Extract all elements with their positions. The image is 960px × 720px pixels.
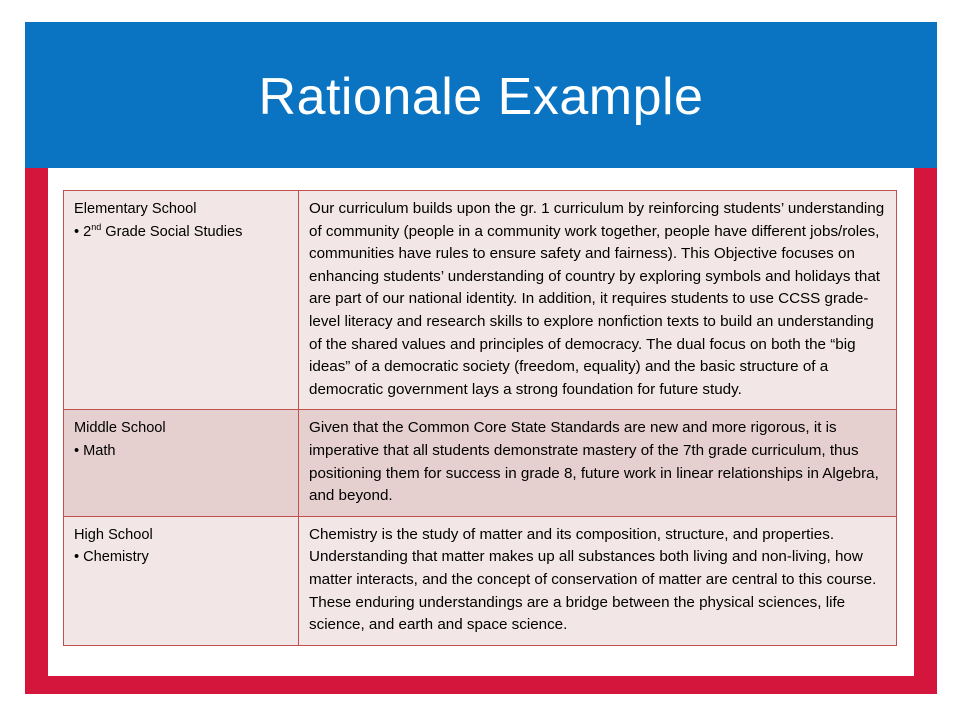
subject-superscript: nd (91, 221, 102, 232)
rationale-text: Given that the Common Core State Standards are new and more rigorous, it is imperative that all students demonstrate mastery of the 7th grade curriculum, thus positioning them for success in grade 8, future work in linear relationships in Algebra, and beyond. (299, 410, 897, 516)
slide-title: Rationale Example (258, 68, 704, 126)
school-level: High School (74, 526, 153, 543)
bullet-icon: • (74, 223, 80, 240)
school-level: Middle School (74, 420, 166, 437)
bullet-icon: • (74, 442, 80, 459)
title-bar (25, 22, 937, 168)
subject-prefix: 2 (83, 223, 92, 240)
rationale-text: Chemistry is the study of matter and its composition, structure, and properties. Understanding that matter makes up all substances both living and non-living, how matter interacts, and the concept of conservation of matter are central to this course. These enduring understandings are a bridge between the physical sciences, life science, and earth and space science. (299, 516, 897, 645)
bullet-icon: • (74, 549, 80, 566)
subject-bullet (74, 546, 288, 569)
school-label-cell (64, 516, 299, 645)
table-row (64, 191, 897, 410)
subject-name: Math (83, 442, 116, 459)
table-row (64, 410, 897, 516)
subject-name: Chemistry (83, 549, 149, 566)
subject-bullet (74, 221, 288, 244)
school-label-cell (64, 191, 299, 410)
content-area (48, 168, 914, 676)
rationale-table (63, 190, 897, 646)
subject-suffix: Grade Social Studies (101, 223, 243, 240)
school-level: Elementary School (74, 201, 197, 217)
table-row (64, 516, 897, 645)
rationale-text: Our curriculum builds upon the gr. 1 curriculum by reinforcing students’ understanding of community (people in a community work together, people have different jobs/roles, communities have rules to ensure safety and fairness). This Objective focuses on enhancing students’ understanding of country by exploring symbols and holidays that are part of our national identity. In addition, it requires students to use CCSS grade-level literacy and research skills to explore nonfiction texts to build an understanding of the shared values and principles of democracy. The dual focus on both the “big ideas” of a democratic society (freedom, equality) and the basic structure of a democratic government lays a strong foundation for future study. (299, 191, 897, 410)
school-label-cell (64, 410, 299, 516)
subject-bullet (74, 440, 288, 463)
